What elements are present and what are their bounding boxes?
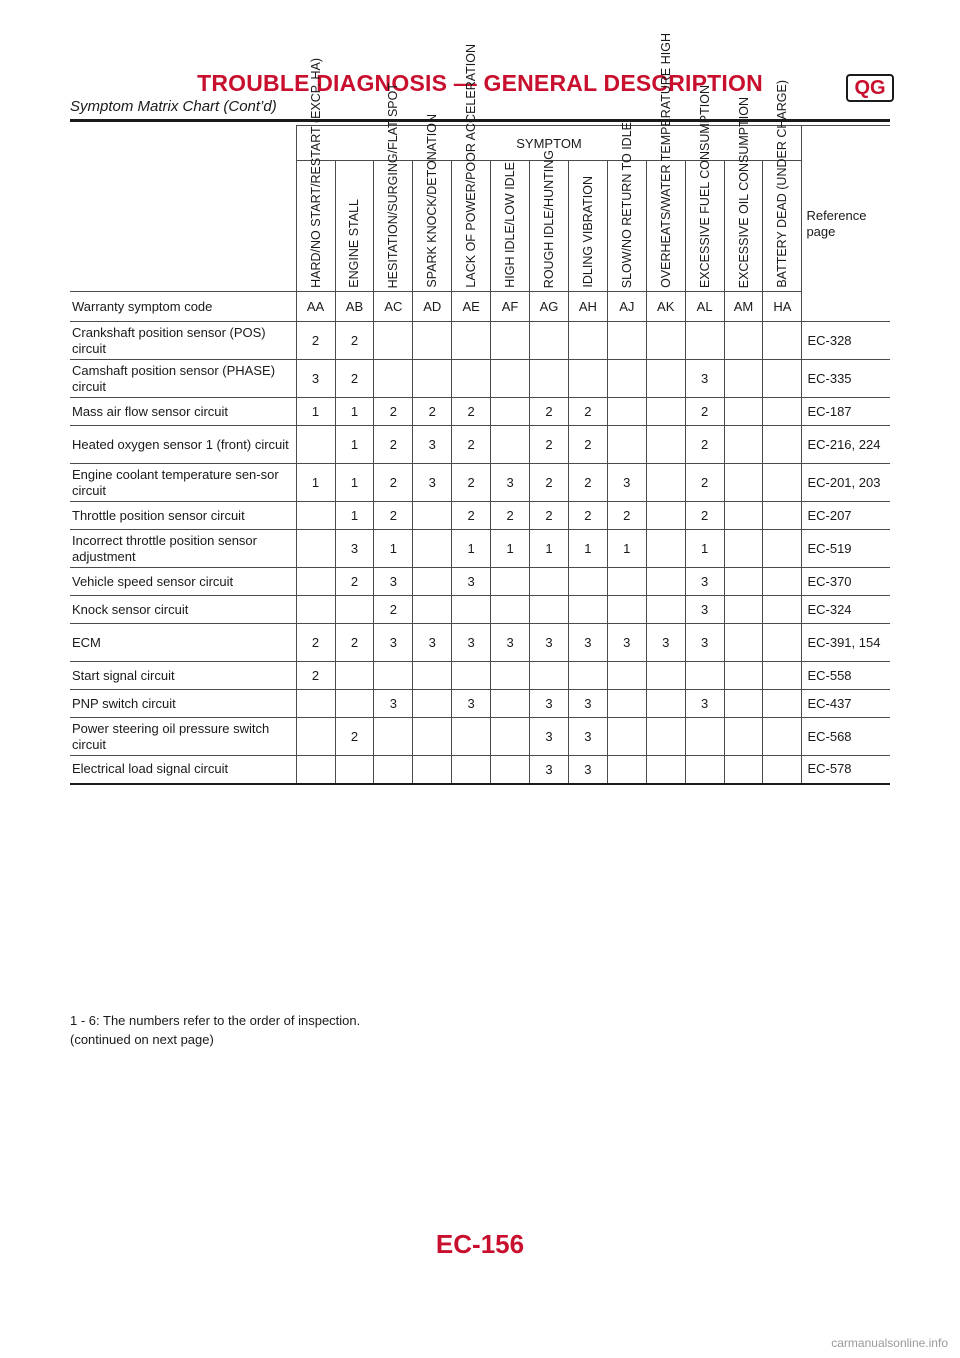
inspection-order-cell: 2	[452, 502, 491, 530]
inspection-order-cell	[413, 690, 452, 718]
inspection-order-cell	[646, 502, 685, 530]
inspection-order-cell	[296, 568, 335, 596]
inspection-order-cell	[724, 360, 763, 398]
corner-cell	[70, 161, 296, 292]
inspection-order-cell	[607, 662, 646, 690]
table-row	[70, 530, 890, 568]
inspection-order-cell: 2	[335, 360, 374, 398]
inspection-order-cell: 1	[335, 464, 374, 502]
reference-page-cell: EC-558	[802, 662, 890, 690]
table-row	[70, 426, 890, 464]
inspection-order-cell: 1	[568, 530, 607, 568]
reference-page-cell: EC-328	[802, 322, 890, 360]
inspection-order-cell: 3	[568, 718, 607, 756]
diagnosis-item-label: ECM	[70, 624, 296, 662]
inspection-order-cell	[724, 426, 763, 464]
reference-page-cell: EC-519	[802, 530, 890, 568]
inspection-order-cell: 3	[607, 624, 646, 662]
inspection-order-cell	[452, 662, 491, 690]
inspection-order-cell	[607, 568, 646, 596]
symptom-name: HESITATION/SURGING/FLAT SPOT	[386, 82, 401, 288]
warranty-code: AJ	[607, 292, 646, 322]
reference-page-cell: EC-216, 224	[802, 426, 890, 464]
table-row	[70, 502, 890, 530]
reference-page-cell: EC-207	[802, 502, 890, 530]
inspection-order-cell: 2	[374, 398, 413, 426]
inspection-order-cell: 1	[335, 426, 374, 464]
inspection-order-cell: 1	[530, 530, 569, 568]
inspection-order-cell: 2	[413, 398, 452, 426]
inspection-order-cell: 3	[530, 690, 569, 718]
inspection-order-cell: 3	[685, 568, 724, 596]
inspection-order-cell	[763, 718, 802, 756]
inspection-order-cell: 3	[685, 596, 724, 624]
inspection-order-cell	[374, 662, 413, 690]
inspection-order-cell	[724, 718, 763, 756]
inspection-order-cell: 2	[685, 464, 724, 502]
page-subtitle: Symptom Matrix Chart (Cont’d)	[70, 98, 277, 115]
inspection-order-cell	[646, 426, 685, 464]
table-row	[70, 756, 890, 784]
inspection-order-cell	[763, 426, 802, 464]
reference-page-cell: EC-201, 203	[802, 464, 890, 502]
inspection-order-cell: 3	[530, 718, 569, 756]
inspection-order-cell	[763, 596, 802, 624]
symptom-name: LACK OF POWER/POOR ACCELERATION	[464, 44, 479, 288]
reference-page-cell: EC-370	[802, 568, 890, 596]
symptom-name: OVERHEATS/WATER TEMPERATURE HIGH	[658, 33, 673, 288]
inspection-order-cell	[491, 398, 530, 426]
inspection-order-cell: 2	[685, 398, 724, 426]
warranty-code: AH	[568, 292, 607, 322]
inspection-order-cell	[724, 662, 763, 690]
warranty-code: AA	[296, 292, 335, 322]
inspection-order-cell	[491, 718, 530, 756]
inspection-order-cell: 3	[491, 464, 530, 502]
header-rule	[70, 119, 890, 122]
table-row	[70, 662, 890, 690]
inspection-order-cell	[568, 360, 607, 398]
page-number: EC-156	[435, 1229, 525, 1259]
symptom-name: SPARK KNOCK/DETONATION	[425, 114, 440, 288]
inspection-order-cell: 3	[296, 360, 335, 398]
warranty-code-label: Warranty symptom code	[70, 292, 296, 322]
inspection-order-cell	[685, 322, 724, 360]
diagnosis-item-label: PNP switch circuit	[70, 690, 296, 718]
inspection-order-cell: 2	[685, 426, 724, 464]
warranty-code: AC	[374, 292, 413, 322]
inspection-order-cell: 3	[452, 690, 491, 718]
inspection-order-cell	[491, 568, 530, 596]
inspection-order-cell: 2	[335, 624, 374, 662]
inspection-order-cell	[607, 690, 646, 718]
inspection-order-cell	[413, 502, 452, 530]
inspection-order-cell: 2	[530, 426, 569, 464]
inspection-order-cell	[607, 322, 646, 360]
reference-page-cell: EC-324	[802, 596, 890, 624]
inspection-order-cell	[724, 398, 763, 426]
inspection-order-cell	[491, 596, 530, 624]
diagnosis-item-label: Throttle position sensor circuit	[70, 502, 296, 530]
inspection-order-cell	[607, 596, 646, 624]
symptom-column-header	[646, 33, 685, 292]
symptom-column-header	[413, 114, 452, 292]
reference-page-cell: EC-391, 154	[802, 624, 890, 662]
inspection-order-cell	[685, 662, 724, 690]
inspection-order-cell: 2	[296, 662, 335, 690]
symptom-name: EXCESSIVE FUEL CONSUMPTION	[697, 84, 712, 288]
warranty-code: AL	[685, 292, 724, 322]
diagnosis-item-label: Crankshaft position sensor (POS) circuit	[70, 322, 296, 360]
inspection-order-cell: 2	[296, 624, 335, 662]
symptom-header-row	[70, 126, 890, 161]
inspection-order-cell	[413, 718, 452, 756]
warranty-code: AM	[724, 292, 763, 322]
diagnosis-item-label: Electrical load signal circuit	[70, 756, 296, 784]
inspection-order-cell: 3	[607, 464, 646, 502]
inspection-order-cell	[413, 662, 452, 690]
inspection-order-cell: 3	[413, 426, 452, 464]
symptom-name: EXCESSIVE OIL CONSUMPTION	[736, 96, 751, 288]
inspection-order-cell	[568, 568, 607, 596]
symptom-name: SLOW/NO RETURN TO IDLE	[619, 121, 634, 288]
inspection-order-cell: 1	[452, 530, 491, 568]
symptom-column-header	[568, 161, 607, 292]
inspection-order-cell: 2	[568, 464, 607, 502]
inspection-order-cell	[763, 398, 802, 426]
symptom-column-header	[374, 82, 413, 292]
inspection-order-cell	[530, 662, 569, 690]
inspection-order-cell: 3	[568, 624, 607, 662]
inspection-order-cell	[413, 530, 452, 568]
table-row	[70, 624, 890, 662]
inspection-order-cell	[296, 690, 335, 718]
inspection-order-cell	[452, 756, 491, 784]
inspection-order-cell: 2	[607, 502, 646, 530]
diagnosis-item-label: Engine coolant temperature sen-sor circuit	[70, 464, 296, 502]
inspection-order-cell	[335, 756, 374, 784]
inspection-order-cell: 2	[530, 502, 569, 530]
diagnosis-item-label: Start signal circuit	[70, 662, 296, 690]
corner-cell	[70, 126, 296, 161]
inspection-order-cell	[452, 718, 491, 756]
inspection-order-cell	[607, 718, 646, 756]
inspection-order-cell: 1	[335, 502, 374, 530]
inspection-order-cell	[452, 322, 491, 360]
inspection-order-cell	[685, 756, 724, 784]
warranty-code: AF	[491, 292, 530, 322]
inspection-order-cell	[646, 568, 685, 596]
inspection-order-cell: 3	[374, 568, 413, 596]
warranty-code: AE	[452, 292, 491, 322]
inspection-order-cell: 2	[335, 568, 374, 596]
inspection-order-cell: 2	[296, 322, 335, 360]
inspection-order-cell: 3	[685, 624, 724, 662]
inspection-order-cell	[646, 530, 685, 568]
inspection-order-cell: 3	[491, 624, 530, 662]
inspection-order-cell: 1	[607, 530, 646, 568]
inspection-order-cell	[685, 718, 724, 756]
inspection-order-cell: 2	[568, 502, 607, 530]
reference-page-cell: EC-578	[802, 756, 890, 784]
symptom-column-header	[607, 121, 646, 292]
inspection-order-cell	[763, 662, 802, 690]
inspection-order-cell	[491, 690, 530, 718]
reference-page-cell: EC-187	[802, 398, 890, 426]
inspection-order-cell: 2	[374, 596, 413, 624]
inspection-order-cell: 2	[568, 398, 607, 426]
inspection-order-cell: 3	[374, 624, 413, 662]
inspection-order-cell	[491, 322, 530, 360]
inspection-order-cell	[296, 426, 335, 464]
inspection-order-cell: 2	[530, 398, 569, 426]
inspection-order-cell	[763, 690, 802, 718]
inspection-order-cell: 2	[335, 322, 374, 360]
inspection-order-cell	[530, 596, 569, 624]
inspection-order-cell	[335, 662, 374, 690]
symptom-name: ENGINE STALL	[347, 199, 362, 288]
inspection-order-cell: 1	[685, 530, 724, 568]
inspection-order-cell	[491, 756, 530, 784]
inspection-order-cell: 2	[374, 464, 413, 502]
inspection-order-cell	[530, 322, 569, 360]
inspection-order-cell: 1	[335, 398, 374, 426]
inspection-order-cell	[724, 690, 763, 718]
inspection-order-cell	[763, 568, 802, 596]
inspection-order-cell	[413, 322, 452, 360]
inspection-order-cell	[763, 360, 802, 398]
inspection-order-cell: 2	[685, 502, 724, 530]
inspection-order-cell	[724, 530, 763, 568]
inspection-order-cell	[724, 322, 763, 360]
inspection-order-cell	[491, 426, 530, 464]
inspection-order-cell	[763, 624, 802, 662]
inspection-order-cell	[763, 530, 802, 568]
reference-page-header: Reference page	[802, 126, 890, 322]
warranty-code-row	[70, 292, 890, 322]
inspection-order-cell: 3	[568, 690, 607, 718]
diagnosis-item-label: Vehicle speed sensor circuit	[70, 568, 296, 596]
table-row	[70, 690, 890, 718]
inspection-order-cell: 3	[452, 568, 491, 596]
inspection-order-cell: 3	[530, 756, 569, 784]
inspection-order-cell	[763, 502, 802, 530]
inspection-order-cell: 3	[568, 756, 607, 784]
diagnosis-item-label: Mass air flow sensor circuit	[70, 398, 296, 426]
inspection-order-cell: 3	[685, 690, 724, 718]
inspection-order-cell	[724, 596, 763, 624]
reference-page-cell: EC-437	[802, 690, 890, 718]
table-row	[70, 464, 890, 502]
symptom-name: IDLING VIBRATION	[580, 176, 595, 288]
inspection-order-cell: 3	[413, 624, 452, 662]
watermark: carmanualsonline.info	[831, 1336, 948, 1350]
symptom-names-row	[70, 161, 890, 292]
inspection-order-cell: 1	[296, 398, 335, 426]
inspection-order-cell	[296, 596, 335, 624]
inspection-order-cell	[374, 756, 413, 784]
diagnosis-item-label: Incorrect throttle position sensor adjustment	[70, 530, 296, 568]
warranty-code: AK	[646, 292, 685, 322]
inspection-order-cell	[568, 596, 607, 624]
symptom-column-header	[763, 80, 802, 292]
table-row	[70, 718, 890, 756]
symptom-column-header	[296, 58, 335, 292]
symptom-name: HIGH IDLE/LOW IDLE	[503, 162, 518, 288]
inspection-order-cell	[413, 596, 452, 624]
inspection-order-cell: 1	[296, 464, 335, 502]
inspection-order-cell	[646, 718, 685, 756]
inspection-order-cell	[335, 596, 374, 624]
symptom-column-header	[335, 161, 374, 292]
inspection-order-cell	[296, 718, 335, 756]
inspection-order-cell	[646, 690, 685, 718]
inspection-order-cell	[568, 322, 607, 360]
inspection-order-cell	[413, 756, 452, 784]
inspection-order-cell	[413, 360, 452, 398]
inspection-order-cell: 3	[646, 624, 685, 662]
diagnosis-item-label: Power steering oil pressure switch circuit	[70, 718, 296, 756]
symptom-name: BATTERY DEAD (UNDER CHARGE)	[775, 80, 790, 288]
reference-page-cell: EC-335	[802, 360, 890, 398]
inspection-order-cell: 2	[491, 502, 530, 530]
inspection-order-cell	[452, 596, 491, 624]
symptom-column-header	[724, 96, 763, 292]
inspection-order-cell	[296, 502, 335, 530]
inspection-order-cell	[296, 530, 335, 568]
symptom-column-header	[685, 84, 724, 292]
symptom-column-header	[530, 149, 569, 292]
reference-page-cell: EC-568	[802, 718, 890, 756]
inspection-order-cell	[724, 502, 763, 530]
continued-note: (continued on next page)	[70, 1032, 214, 1047]
inspection-order-cell: 3	[413, 464, 452, 502]
symptom-column-header	[491, 161, 530, 292]
inspection-order-cell	[374, 360, 413, 398]
inspection-order-cell	[763, 756, 802, 784]
inspection-order-cell	[646, 662, 685, 690]
symptom-column-header	[452, 44, 491, 292]
inspection-order-cell	[724, 568, 763, 596]
inspection-order-cell	[646, 464, 685, 502]
inspection-order-cell	[607, 756, 646, 784]
inspection-order-cell	[296, 756, 335, 784]
inspection-order-cell	[607, 426, 646, 464]
inspection-order-cell	[374, 322, 413, 360]
inspection-order-cell: 2	[374, 426, 413, 464]
inspection-order-cell: 3	[335, 530, 374, 568]
inspection-order-cell	[607, 398, 646, 426]
inspection-order-cell: 2	[452, 398, 491, 426]
inspection-order-cell	[646, 360, 685, 398]
inspection-order-cell	[530, 568, 569, 596]
inspection-order-cell	[491, 662, 530, 690]
inspection-order-cell	[646, 322, 685, 360]
inspection-order-cell	[335, 690, 374, 718]
table-row	[70, 596, 890, 624]
inspection-order-cell	[646, 756, 685, 784]
warranty-code: AB	[335, 292, 374, 322]
inspection-order-cell	[763, 464, 802, 502]
engine-code-badge: QG	[846, 74, 894, 102]
inspection-order-note: 1 - 6: The numbers refer to the order of inspection.	[70, 1013, 361, 1028]
inspection-order-cell: 3	[452, 624, 491, 662]
table-row	[70, 360, 890, 398]
inspection-order-cell: 2	[452, 464, 491, 502]
warranty-code: HA	[763, 292, 802, 322]
inspection-order-cell	[568, 662, 607, 690]
warranty-code: AD	[413, 292, 452, 322]
table-row	[70, 322, 890, 360]
diagnosis-item-label: Knock sensor circuit	[70, 596, 296, 624]
inspection-order-cell: 2	[568, 426, 607, 464]
inspection-order-cell	[607, 360, 646, 398]
inspection-order-cell	[724, 624, 763, 662]
inspection-order-cell	[646, 596, 685, 624]
inspection-order-cell	[763, 322, 802, 360]
inspection-order-cell	[646, 398, 685, 426]
inspection-order-cell: 2	[452, 426, 491, 464]
inspection-order-cell: 1	[374, 530, 413, 568]
symptom-group-header: SYMPTOM	[296, 126, 802, 161]
inspection-order-cell: 1	[491, 530, 530, 568]
inspection-order-cell: 2	[335, 718, 374, 756]
page-title: TROUBLE DIAGNOSIS — GENERAL DESCRIPTION	[197, 70, 763, 96]
inspection-order-cell	[530, 360, 569, 398]
inspection-order-cell	[452, 360, 491, 398]
inspection-order-cell	[724, 756, 763, 784]
inspection-order-cell: 3	[530, 624, 569, 662]
symptom-name: HARD/NO START/RESTART (EXCP. HA)	[308, 58, 323, 288]
table-row	[70, 568, 890, 596]
inspection-order-cell: 2	[530, 464, 569, 502]
inspection-order-cell	[491, 360, 530, 398]
inspection-order-cell: 2	[374, 502, 413, 530]
inspection-order-cell	[724, 464, 763, 502]
inspection-order-cell: 3	[374, 690, 413, 718]
inspection-order-cell	[374, 718, 413, 756]
diagnosis-item-label: Camshaft position sensor (PHASE) circuit	[70, 360, 296, 398]
symptom-name: ROUGH IDLE/HUNTING	[541, 149, 556, 288]
diagnosis-item-label: Heated oxygen sensor 1 (front) circuit	[70, 426, 296, 464]
inspection-order-cell: 3	[685, 360, 724, 398]
warranty-code: AG	[530, 292, 569, 322]
table-row	[70, 398, 890, 426]
inspection-order-cell	[413, 568, 452, 596]
